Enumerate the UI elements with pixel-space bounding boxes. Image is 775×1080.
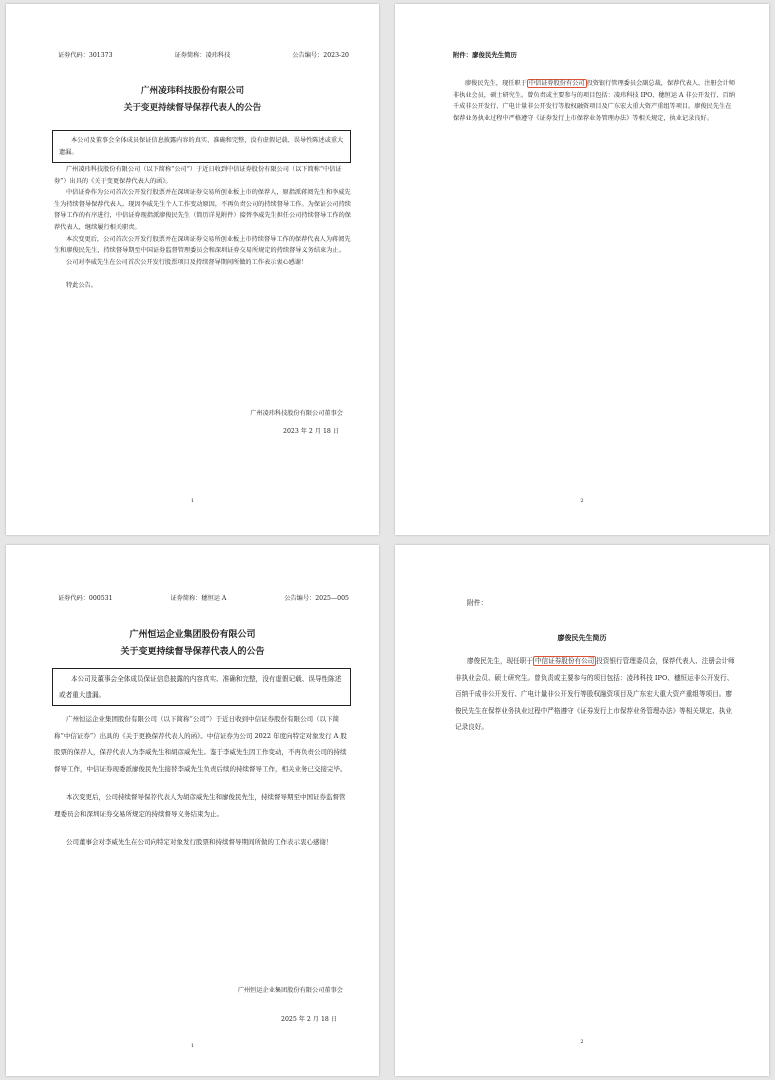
resume-title: 廖俊民先生简历 [557, 633, 607, 642]
page-number: 2 [580, 498, 584, 504]
stock-abbr: 证券简称：穗恒运 A [170, 595, 227, 602]
resume-paragraph [453, 78, 737, 124]
paragraph: 公司董事会对李威先生在公司向特定对象发行股票和持续督导期间所做的工作表示衷心感谢！ [66, 838, 333, 846]
page-header [58, 50, 349, 59]
paragraph: 广州凌玮科技股份有限公司（以下简称“公司”）于近日收到中信证券股份有限公司（以下简称“中信证券”）出具的《关于变更保荐代表人的函》。 [54, 166, 342, 185]
notice-number: 公告编号：2025—005 [284, 595, 349, 602]
resume-intro: 廖俊民先生，现任职于 [467, 657, 533, 665]
notice-body [54, 164, 351, 292]
signature: 广州恒运企业集团股份有限公司董事会 [237, 987, 343, 994]
stock-code: 证券代码：301373 [58, 52, 113, 59]
page-header [58, 593, 349, 602]
paragraph: 中信证券作为公司首次公开发行股票并在深圳证券交易所创业板上市的保荐人，原指派蒋阅先生和李威先生为持续督导保荐代表人。现因李威先生个人工作变动原因，不再负责公司的持续督导工作。为保证公司持续督导工作的有序进行，中信证券现指派廖俊民先生（简历详见附件）接替李威先生担任公司持续督导工作的保荐代表人，继续履行相关职责。 [54, 189, 351, 231]
document-page-1 [6, 4, 379, 535]
document-page-2 [395, 4, 769, 535]
document-page-3 [6, 545, 379, 1076]
disclaimer-box: 本公司及董事会全体成员保证信息披露的内容真实、准确和完整，没有虚假记载、误导性陈述或者重大遗漏。 [52, 668, 351, 706]
company-name: 广州恒运企业集团股份有限公司 [129, 630, 256, 640]
notice-title: 关于变更持续督导保荐代表人的公告 [123, 103, 262, 113]
document-page-4 [395, 545, 769, 1076]
notice-body [54, 711, 351, 855]
highlighted-employer: 中信证券股份有公司 [528, 80, 585, 87]
page-number: 2 [580, 1039, 584, 1045]
highlighted-employer: 中信证券股份有公司 [534, 657, 595, 665]
paragraph: 特此公告。 [66, 282, 97, 290]
resume-text: 投资银行管理委员会副总裁，保荐代表人、注册会计师非执业会员，硕士研究生。曾负责或主要参与的项目包括：凌玮科技 IPO、穗恒运 A 非公开发行、百纳千成非公开发行、广电计量非公开发行等股权融资项目及广东宏大重大资产重组等项目。廖俊民先生在保荐业务执业过程中严格遵守《证券发行上市保荐业务管理办法》等相关规定，执业记录良好。 [453, 80, 736, 122]
notice-date: 2025 年 2 月 18 日 [281, 1016, 337, 1023]
resume-paragraph [455, 653, 735, 736]
notice-number: 公告编号：2023-20 [292, 52, 349, 59]
resume-intro: 廖俊民先生，现任职于 [465, 80, 527, 87]
appendix-heading: 附件： [467, 599, 488, 607]
paragraph: 本次变更后，公司首次公开发行股票并在深圳证券交易所创业板上市持续督导工作的保荐代表人为蒋阅先生和廖俊民先生，持续督导期至中国证券监督管理委员会和深圳证券交易所规定的持续督导义务结束为止。 [54, 235, 351, 255]
paragraph: 本次变更后，公司持续督导保荐代表人为胡彦威先生和廖俊民先生，持续督导期至中国证券监督管理委员会和深圳证券交易所规定的持续督导义务结束为止。 [54, 793, 346, 818]
page-number: 1 [190, 1043, 195, 1049]
company-name: 广州凌玮科技股份有限公司 [140, 86, 245, 96]
page-number: 1 [190, 498, 195, 504]
disclaimer-box: 本公司及董事会全体成员保证信息披露内容的真实、准确和完整，没有虚假记载、误导性陈述或重大遗漏。 [52, 130, 351, 163]
signature: 广州凌玮科技股份有限公司董事会 [250, 410, 343, 417]
notice-title: 关于变更持续督导保荐代表人的公告 [120, 647, 265, 657]
resume-text: 投资银行管理委员会，保荐代表人、注册会计师非执业会员、硕士研究生。曾负责或主要参与的项目包括：凌玮科技 IPO、穗恒运非公开发行、百纳千成非公开发行、广电计量非公开发行等股权融资项目及广东宏大重大资产重组等项目。廖俊民先生在保荐业务执业过程中严格遵守《证券发行上市保荐业务管理办法》等相关规定、执业记录良好。 [455, 657, 735, 731]
appendix-heading: 附件：廖俊民先生简历 [453, 51, 517, 59]
stock-abbr: 证券简称：凌玮科技 [174, 52, 231, 59]
stock-code: 证券代码：000531 [58, 595, 113, 602]
paragraph: 广州恒运企业集团股份有限公司（以下简称“公司”）于近日收到中信证券股份有限公司（以下简称“中信证券”）出具的《关于更换保荐代表人的函》。中信证券为公司 2022 年度向特定对象发行 A 股股票的保荐人，保荐代表人为李威先生和胡彦威先生。鉴于李威先生因工作变动，不再负责公司的持续督导工作，中信证券现委派廖俊民先生接替李威先生负责后续的持续督导工作，相关业务已交接完毕。 [54, 715, 347, 773]
paragraph: 公司对李威先生在公司首次公开发行股票项目及持续督导期间所做的工作表示衷心感谢！ [66, 258, 308, 266]
notice-date: 2023 年 2 月 18 日 [283, 428, 339, 435]
